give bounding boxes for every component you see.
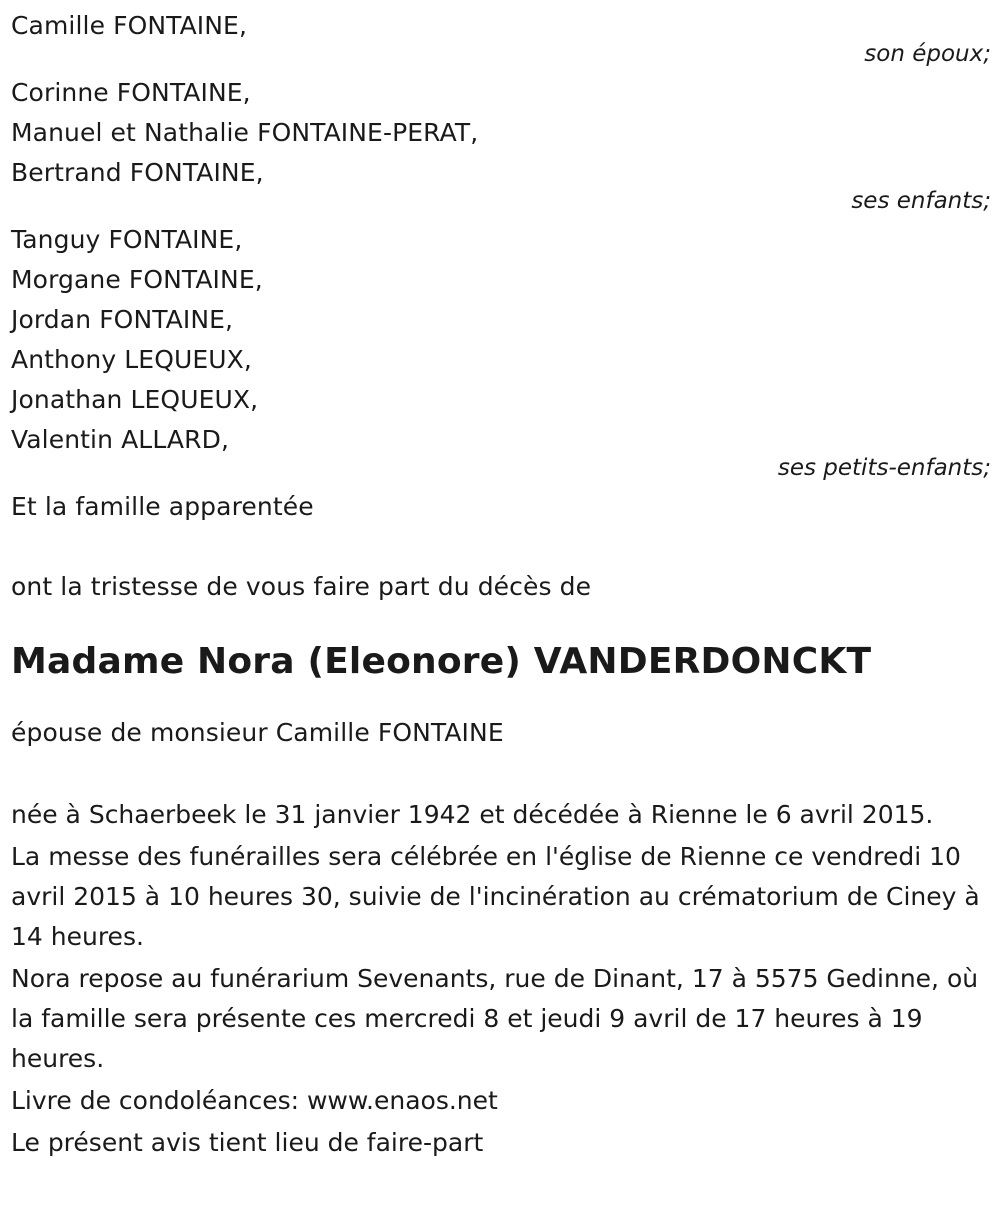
spouse-group	[11, 6, 991, 69]
spouse-of-line: épouse de monsieur Camille FONTAINE	[11, 718, 504, 747]
grandchild-name: Anthony LEQUEUX,	[11, 345, 252, 374]
obituary-notice	[11, 6, 991, 1163]
children-role: ses enfants;	[851, 188, 991, 214]
grandchild-name: Tanguy FONTAINE,	[11, 225, 243, 254]
birth-death-paragraph: née à Schaerbeek le 31 janvier 1942 et décédée à Rienne le 6 avril 2015.	[11, 800, 934, 829]
child-name: Manuel et Nathalie FONTAINE-PERAT,	[11, 118, 479, 147]
relatives-line: Et la famille apparentée	[11, 492, 314, 521]
grandchildren-group	[11, 220, 991, 483]
children-group	[11, 73, 991, 216]
grandchildren-role: ses petits-enfants;	[777, 455, 991, 481]
grandchild-name: Morgane FONTAINE,	[11, 265, 263, 294]
announcement-line: ont la tristesse de vous faire part du décès de	[11, 572, 592, 601]
grandchild-name: Valentin ALLARD,	[11, 425, 229, 454]
spouse-role: son époux;	[864, 41, 991, 67]
spouse-name: Camille FONTAINE,	[11, 11, 248, 40]
child-name: Bertrand FONTAINE,	[11, 158, 264, 187]
grandchild-name: Jordan FONTAINE,	[11, 305, 234, 334]
child-name: Corinne FONTAINE,	[11, 78, 251, 107]
condolences-line: Livre de condoléances: www.enaos.net	[11, 1086, 498, 1115]
repose-paragraph: Nora repose au funérarium Sevenants, rue de Dinant, 17 à 5575 Gedinne, où la famille sera présente ces mercredi 8 et jeudi 9 avril de 17 heures à 19 heures.	[11, 964, 979, 1073]
deceased-name: Madame Nora (Eleonore) VANDERDONCKT	[11, 641, 872, 682]
mass-paragraph: La messe des funérailles sera célébrée en l'église de Rienne ce vendredi 10 avril 2015 à 10 heures 30, suivie de l'incinération au crématorium de Ciney à 14 heures.	[11, 842, 980, 951]
notice-line: Le présent avis tient lieu de faire-part	[11, 1128, 484, 1157]
grandchild-name: Jonathan LEQUEUX,	[11, 385, 259, 414]
